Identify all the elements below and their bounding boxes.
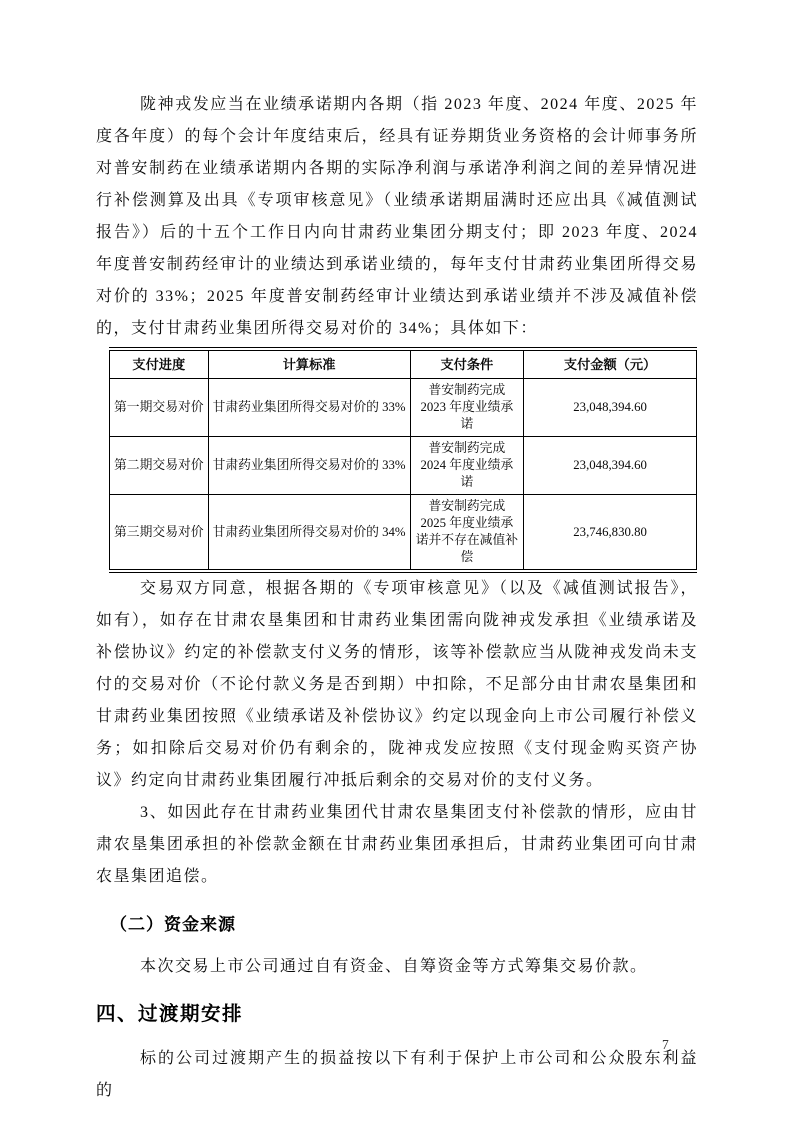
table-cell-standard: 甘肃药业集团所得交易对价的 33% (208, 437, 410, 495)
heading-funding-source: （二）资金来源 (110, 915, 236, 934)
paragraph-funding-body: 本次交易上市公司通过自有资金、自筹资金等方式筹集交易价款。 (140, 958, 648, 975)
heading-transition-period: 四、过渡期安排 (96, 1003, 244, 1025)
table-row (110, 379, 697, 437)
table-cell-amount: 23,048,394.60 (524, 437, 697, 495)
table-row (110, 437, 697, 495)
header-payment-condition: 支付条件 (410, 349, 524, 379)
paragraph-recourse: 3、如因此存在甘肃药业集团代甘肃农垦集团支付补偿款的情形，应由甘肃农垦集团承担的补偿款金额在甘肃药业集团承担后，甘肃药业集团可向甘肃农垦集团追偿。 (96, 804, 698, 885)
table-header-row (110, 349, 697, 379)
table-cell-stage: 第三期交易对价 (110, 495, 209, 572)
table-cell-condition: 普安制药完成 2023 年度业绩承诺 (410, 379, 524, 437)
table-cell-stage: 第二期交易对价 (110, 437, 209, 495)
header-calculation-standard: 计算标准 (208, 349, 410, 379)
payment-schedule-table (109, 347, 697, 573)
table-cell-amount: 23,048,394.60 (524, 379, 697, 437)
table-cell-standard: 甘肃药业集团所得交易对价的 34% (208, 495, 410, 572)
page-content (96, 89, 698, 1107)
table-cell-condition: 普安制药完成 2024 年度业绩承诺 (410, 437, 524, 495)
paragraph-performance-payment: 陇神戎发应当在业绩承诺期内各期（指 2023 年度、2024 年度、2025 年度各年度）的每个会计年度结束后，经具有证券期货业务资格的会计师事务所对普安制药在业绩承诺期内各期的实际净利润与承诺净利润之间的差异情况进行补偿测算及出具《专项审核意见》（业绩承诺期届满时还应出具《减值测试报告》）后的十五个工作日内向甘肃药业集团分期支付；即 2023 年度、2024 年度普安制药经审计的业绩达到承诺业绩的，每年支付甘肃药业集团所得交易对价的 33%；2025 年度普安制药经审计业绩达到承诺业绩并不涉及减值补偿的，支付甘肃药业集团所得交易对价的 34%；具体如下： (96, 96, 698, 337)
paragraph-transition-body: 标的公司过渡期产生的损益按以下有利于保护上市公司和公众股东利益的 (96, 1050, 698, 1099)
header-payment-amount: 支付金额（元） (524, 349, 697, 379)
header-payment-stage: 支付进度 (110, 349, 209, 379)
table-cell-stage: 第一期交易对价 (110, 379, 209, 437)
table-cell-condition: 普安制药完成 2025 年度业绩承诺并不存在减值补偿 (410, 495, 524, 572)
table-row (110, 495, 697, 572)
table-cell-amount: 23,746,830.80 (524, 495, 697, 572)
table-cell-standard: 甘肃药业集团所得交易对价的 33% (208, 379, 410, 437)
page-number: 7 (662, 1037, 669, 1052)
paragraph-compensation-offset: 交易双方同意，根据各期的《专项审核意见》（以及《减值测试报告》，如有），如存在甘肃农垦集团和甘肃药业集团需向陇神戎发承担《业绩承诺及补偿协议》约定的补偿款支付义务的情形，该等补偿款应当从陇神戎发尚未支付的交易对价（不论付款义务是否到期）中扣除，不足部分由甘肃农垦集团和甘肃药业集团按照《业绩承诺及补偿协议》约定以现金向上市公司履行补偿义务；如扣除后交易对价仍有剩余的，陇神戎发应按照《支付现金购买资产协议》约定向甘肃药业集团履行冲抵后剩余的交易对价的支付义务。 (96, 580, 698, 789)
